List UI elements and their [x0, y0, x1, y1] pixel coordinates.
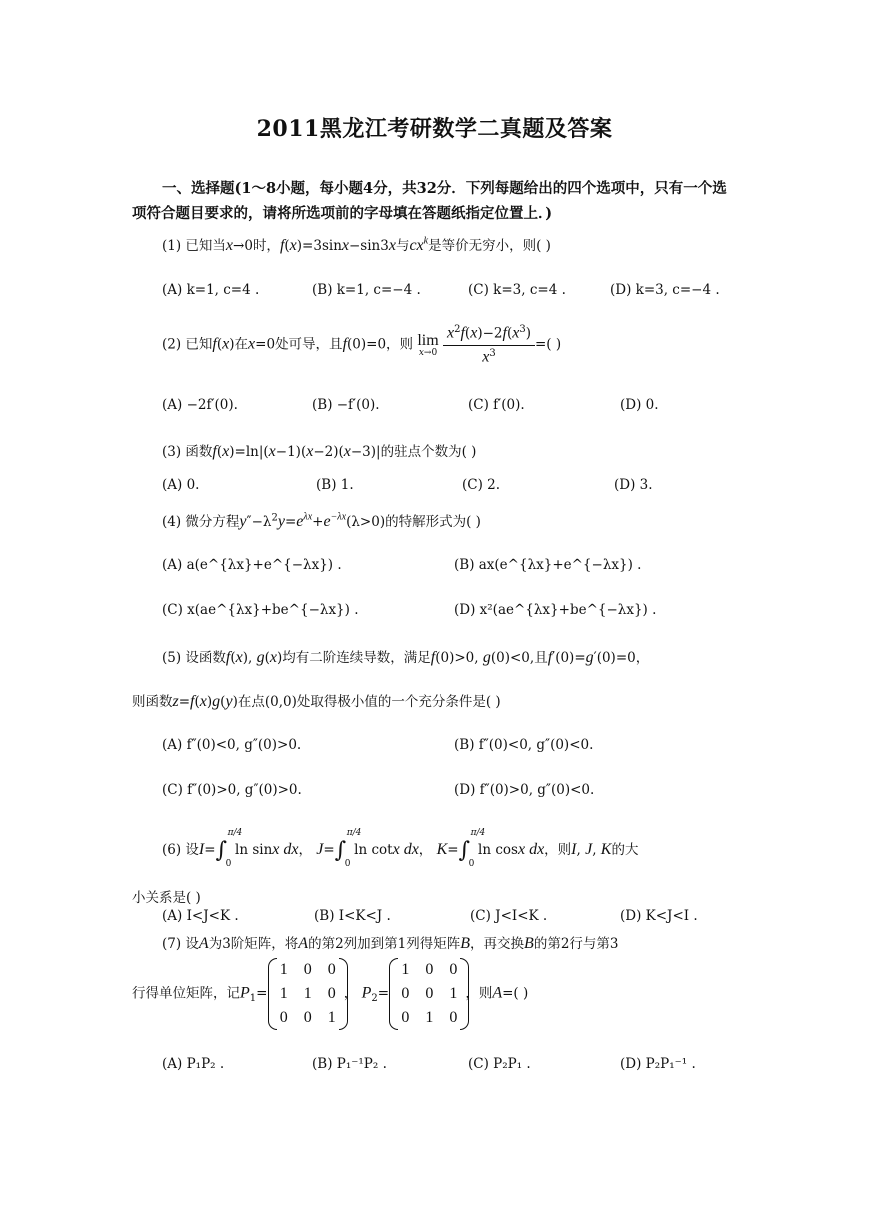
option-6b: (B) I<K<J .: [314, 908, 391, 924]
option-6a: (A) I<J<K .: [162, 908, 239, 924]
option-5b: (B) f″(0)<0, g″(0)<0.: [454, 737, 594, 753]
option-1b: (B) k=1, c=−4 .: [312, 282, 421, 298]
option-3d: (D) 3.: [614, 477, 653, 493]
question-number: (1): [162, 238, 182, 254]
question-6-line2: 小关系是( ): [132, 890, 201, 906]
option-1a: (A) k=1, c=4 .: [162, 282, 260, 298]
question-5-line2: 则函数z=f(x)g(y)在点(0,0)处取得极小值的一个充分条件是( ): [132, 693, 501, 710]
matrix-p1: 1 0 0 1 1 0 0 0 1: [272, 958, 344, 1030]
option-4d: (D) x²(ae^{λx}+be^{−λx}) .: [454, 602, 657, 618]
question-7-line2: 行得单位矩阵，记$P_1=$ 1 0 0 1 1 0 0 0 1 ， $P_2=$ 1 0 0 0 0 1 0 1 0 ，则A=( ): [132, 958, 528, 1030]
question-1: (1) 已知当x→0时，f(x)=3sinx−sin3x与$cx^k$是等价无穷小，则( ): [162, 235, 551, 254]
option-7b: (B) P₁⁻¹P₂ .: [312, 1056, 387, 1072]
option-2d: (D) 0.: [620, 397, 659, 413]
question-5: (5) 设函数f(x), g(x)均有二阶连续导数，满足f(0)>0, g(0)<0,且f′(0)=g′(0)=0，: [162, 649, 650, 666]
section-header: 一、选择题(1～8小题，每小题4分，共32分．下列每题给出的四个选项中，只有一个选项符合题目要求的，请将所选项前的字母填在答题纸指定位置上．): [132, 180, 727, 222]
option-3a: (A) 0.: [162, 477, 200, 493]
question-3: (3) 函数f(x)=ln|(x−1)(x−2)(x−3)|的驻点个数为( ): [162, 443, 477, 460]
option-3c: (C) 2.: [462, 477, 501, 493]
option-2b: (B) −f′(0).: [312, 397, 380, 413]
option-6d: (D) K<J<I .: [620, 908, 698, 924]
option-4b: (B) ax(e^{λx}+e^{−λx}) .: [454, 557, 642, 573]
option-4a: (A) a(e^{λx}+e^{−λx}) .: [162, 557, 342, 573]
option-7c: (C) P₂P₁ .: [468, 1056, 531, 1072]
page-title: 2011黑龙江考研数学二真题及答案: [256, 116, 613, 142]
option-5d: (D) f″(0)>0, g″(0)<0.: [454, 782, 595, 798]
question-4: (4) 微分方程$y''-\lambda^2y=e^{\lambda x}+e^{-\lambda x}(\lambda>0)$的特解形式为( ): [162, 511, 481, 530]
question-2: (2) 已知f(x)在x=0处可导，且f(0)=0，则 lim x→0 $\frac{x^2f(x)-2f(x^3)}{x^3}$ =( ): [162, 324, 562, 365]
option-1d: (D) k=3, c=−4 .: [610, 282, 720, 298]
option-6c: (C) J<I<K .: [470, 908, 548, 924]
option-5a: (A) f″(0)<0, g″(0)>0.: [162, 737, 302, 753]
option-2c: (C) f′(0).: [468, 397, 525, 413]
question-6: (6) 设I=∫ π/4 0 ln sinx dx， J=∫ π/4 0 ln cotx dx， K=∫ π/4 0 ln cosx dx，则I, J, K的大: [162, 828, 639, 869]
option-7a: (A) P₁P₂ .: [162, 1056, 225, 1072]
option-5c: (C) f″(0)>0, g″(0)>0.: [162, 782, 302, 798]
question-7: (7) 设A为3阶矩阵，将A的第2列加到第1列得矩阵B，再交换B的第2行与第3: [162, 935, 619, 952]
option-3b: (B) 1.: [316, 477, 354, 493]
option-4c: (C) x(ae^{λx}+be^{−λx}) .: [162, 602, 359, 618]
option-2a: (A) −2f′(0).: [162, 397, 238, 413]
option-1c: (C) k=3, c=4 .: [468, 282, 566, 298]
option-7d: (D) P₂P₁⁻¹ .: [620, 1056, 696, 1072]
matrix-p2: 1 0 0 0 0 1 0 1 0: [393, 958, 465, 1030]
